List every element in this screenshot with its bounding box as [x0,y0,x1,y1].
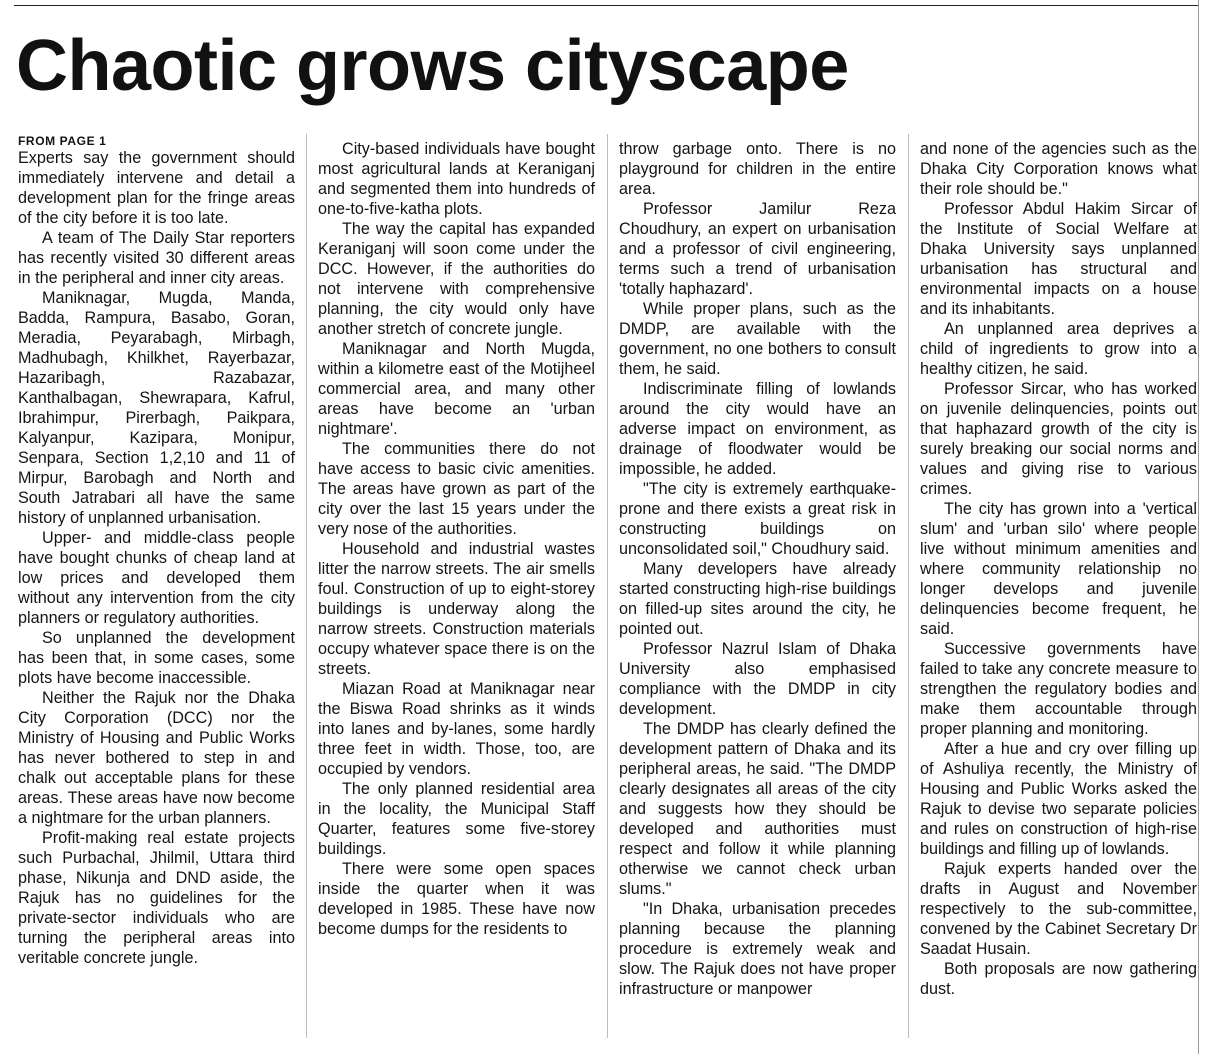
paragraph: The city has grown into a 'vertical slum' and 'urban silo' where people live without minimum amenities and where community relationship no longer develops and juvenile delinquencies become frequent, he said. [920,500,1197,638]
paragraph: There were some open spaces inside the quarter when it was developed in 1985. These have now become dumps for the residents to [318,860,595,938]
column-1 [18,134,295,1052]
paragraph: Experts say the government should immediately intervene and detail a development plan for the fringe areas of the city before it is too late. [18,149,295,227]
paragraph: Professor Abdul Hakim Sircar of the Institute of Social Welfare at Dhaka University says unplanned urbanisation has structural and environmental impacts on a house and its inhabitants. [920,200,1197,318]
paragraph: The only planned residential area in the locality, the Municipal Staff Quarter, features some five-storey buildings. [318,780,595,858]
paragraph: Professor Sircar, who has worked on juvenile delinquencies, points out that haphazard growth of the city is surely breaking our social norms and values and giving rise to various crimes. [920,380,1197,498]
top-rule [14,5,1198,6]
paragraph: Many developers have already started constructing high-rise buildings on filled-up sites around the city, he pointed out. [619,560,896,638]
paragraph: After a hue and cry over filling up of Ashuliya recently, the Ministry of Housing and Public Works asked the Rajuk to devise two separate policies and rules on construction of high-rise buildings and filling up of lowlands. [920,740,1197,858]
paragraph: Both proposals are now gathering dust. [920,960,1197,998]
paragraph: The way the capital has expanded Keraniganj will soon come under the DCC. However, if the authorities do not intervene with comprehensive planning, the city would only have another stretch of concrete jungle. [318,220,595,338]
headline: Chaotic grows cityscape [16,26,849,106]
paragraph: So unplanned the development has been that, in some cases, some plots have become inaccessible. [18,629,295,687]
page-edge-rule [1198,0,1199,1054]
paragraph: The DMDP has clearly defined the development pattern of Dhaka and its peripheral areas, he said. "The DMDP clearly designates all areas of the city and suggests how they should be developed and authorities must respect and follow it while planning otherwise we cannot check urban slums." [619,720,896,898]
paragraph: throw garbage onto. There is no playground for children in the entire area. [619,140,896,198]
paragraph: While proper plans, such as the DMDP, are available with the government, no one bothers to consult them, he said. [619,300,896,378]
column-3 [619,134,896,1052]
paragraph: Maniknagar and North Mugda, within a kilometre east of the Motijheel commercial area, and many other areas have become an 'urban nightmare'. [318,340,595,438]
paragraph: Profit-making real estate projects such Purbachal, Jhilmil, Uttara third phase, Nikunja and DND aside, the Rajuk has no guidelines for the private-sector individuals who are turning the peripheral areas into veritable concrete jungle. [18,829,295,967]
paragraph: Maniknagar, Mugda, Manda, Badda, Rampura, Basabo, Goran, Meradia, Peyarabagh, Mirbagh, Madhubagh, Khilkhet, Rayerbazar, Hazaribagh, Razabazar, Kanthalbagan, Shewrapara, Kafrul, Ibrahimpur, Pirerbagh, Paikpara, Kalyanpur, Kazipara, Monipur, Senpara, Section 1,2,10 and 11 of Mirpur, Barobagh and North and South Jatrabari all have the same history of unplanned urbanisation. [18,289,295,527]
paragraph: The communities there do not have access to basic civic amenities. The areas have grown as part of the city over the last 15 years under the very nose of the authorities. [318,440,595,538]
paragraph: Professor Nazrul Islam of Dhaka University also emphasised compliance with the DMDP in city development. [619,640,896,718]
paragraph: Miazan Road at Maniknagar near the Biswa Road shrinks as it winds into lanes and by-lanes, some hardly three feet in width. Those, too, are occupied by vendors. [318,680,595,778]
paragraph: Household and industrial wastes litter the narrow streets. The air smells foul. Construction of up to eight-storey buildings is underway along the narrow streets. Construction materials occupy whatever space there is on the streets. [318,540,595,678]
paragraph: Indiscriminate filling of lowlands around the city would have an adverse impact on environment, as drainage of floodwater would be impossible, he added. [619,380,896,478]
paragraph: City-based individuals have bought most agricultural lands at Keraniganj and segmented them into hundreds of one-to-five-katha plots. [318,140,595,218]
paragraph: and none of the agencies such as the Dhaka City Corporation knows what their role should be." [920,140,1197,198]
paragraph: Upper- and middle-class people have bought chunks of cheap land at low prices and developed them without any intervention from the city planners or regulatory authorities. [18,529,295,627]
paragraph: Neither the Rajuk nor the Dhaka City Corporation (DCC) nor the Ministry of Housing and Public Works has never bothered to step in and chalk out acceptable plans for these areas. These areas have now become a nightmare for the urban planners. [18,689,295,827]
article-body [18,134,1198,1052]
paragraph: Rajuk experts handed over the drafts in August and November respectively to the sub-committee, convened by the Cabinet Secretary Dr Saadat Husain. [920,860,1197,958]
paragraph: An unplanned area deprives a child of ingredients to grow into a healthy citizen, he said. [920,320,1197,378]
column-4 [920,134,1197,1052]
paragraph: "The city is extremely earthquake-prone and there exists a great risk in constructing buildings on unconsolidated soil," Choudhury said. [619,480,896,558]
paragraph: "In Dhaka, urbanisation precedes planning because the planning procedure is extremely weak and slow. The Rajuk does not have proper infrastructure or manpower [619,900,896,998]
paragraph: Successive governments have failed to take any concrete measure to strengthen the regulatory bodies and make them accountable through proper planning and monitoring. [920,640,1197,738]
kicker: FROM PAGE 1 [18,134,107,148]
paragraph: A team of The Daily Star reporters has recently visited 30 different areas in the peripheral and inner city areas. [18,229,295,287]
paragraph: Professor Jamilur Reza Choudhury, an expert on urbanisation and a professor of civil engineering, terms such a trend of urbanisation 'totally haphazard'. [619,200,896,298]
column-2 [318,134,595,1052]
